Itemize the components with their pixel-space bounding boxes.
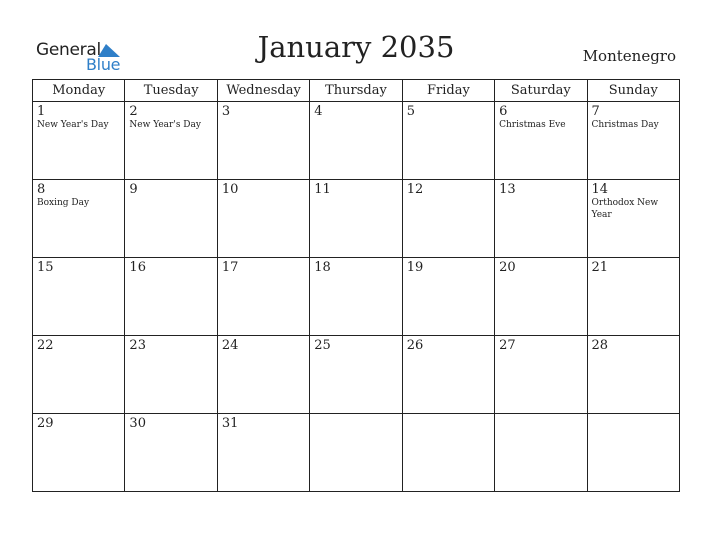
week-row	[33, 258, 680, 336]
day-number: 18	[314, 260, 331, 275]
weekday-header: Friday	[402, 80, 494, 102]
day-number: 30	[129, 416, 146, 431]
day-cell	[310, 102, 402, 180]
day-number: 20	[499, 260, 516, 275]
weekday-header: Saturday	[495, 80, 587, 102]
day-number: 6	[499, 104, 508, 119]
day-number: 29	[37, 416, 54, 431]
day-number: 23	[129, 338, 146, 353]
weekday-header: Thursday	[310, 80, 402, 102]
week-row	[33, 180, 680, 258]
day-cell	[402, 180, 494, 258]
day-cell	[402, 102, 494, 180]
holiday-label: Christmas Eve	[499, 120, 566, 130]
day-cell	[310, 180, 402, 258]
day-cell	[310, 336, 402, 414]
day-number: 3	[221, 104, 231, 119]
calendar-title: January 2035	[257, 30, 455, 64]
day-number: 22	[37, 338, 54, 353]
day-number	[310, 414, 401, 416]
day-number: 2	[129, 104, 138, 119]
day-number: 13	[499, 182, 516, 197]
day-cell	[33, 180, 125, 258]
holiday-label: New Year's Day	[129, 120, 201, 130]
day-cell	[33, 336, 125, 414]
day-cell	[587, 102, 679, 180]
week-row	[33, 336, 680, 414]
holiday-label: Orthodox New Year	[591, 198, 659, 220]
calendar-grid	[32, 79, 680, 492]
day-cell	[495, 102, 587, 180]
day-cell	[402, 258, 494, 336]
day-cell	[33, 258, 125, 336]
weekday-header: Wednesday	[217, 80, 309, 102]
day-number: 31	[221, 416, 239, 431]
day-cell	[587, 180, 679, 258]
day-cell	[402, 336, 494, 414]
week-row	[33, 414, 680, 492]
day-number	[495, 414, 586, 416]
day-number: 10	[221, 182, 239, 197]
day-cell	[217, 102, 309, 180]
day-cell	[587, 336, 679, 414]
logo-blue-text: Blue	[86, 55, 121, 74]
day-cell	[217, 336, 309, 414]
day-number: 14	[591, 182, 609, 197]
day-cell	[402, 414, 494, 492]
day-number: 24	[221, 338, 239, 353]
day-number: 19	[406, 260, 424, 275]
day-cell	[125, 180, 217, 258]
day-cell	[310, 258, 402, 336]
day-cell	[310, 414, 402, 492]
weekday-header: Sunday	[587, 80, 679, 102]
day-cell	[495, 414, 587, 492]
day-cell	[217, 180, 309, 258]
weekday-header: Tuesday	[125, 80, 217, 102]
day-cell	[33, 102, 125, 180]
day-number: 21	[591, 260, 609, 275]
country-name: Montenegro	[582, 47, 676, 65]
day-cell	[125, 258, 217, 336]
day-number: 15	[37, 260, 54, 275]
day-cell	[125, 336, 217, 414]
day-number: 28	[591, 338, 609, 353]
day-number: 7	[591, 104, 600, 119]
holiday-label: New Year's Day	[37, 120, 109, 130]
day-number: 26	[406, 338, 424, 353]
day-cell	[495, 180, 587, 258]
day-number: 1	[37, 104, 46, 119]
day-number: 5	[406, 104, 415, 119]
day-number: 12	[406, 182, 424, 197]
day-number: 9	[129, 182, 138, 197]
day-cell	[33, 414, 125, 492]
day-cell	[495, 336, 587, 414]
weekday-header: Monday	[33, 80, 125, 102]
holiday-label: Christmas Day	[591, 120, 659, 130]
day-cell	[217, 258, 309, 336]
day-number: 16	[129, 260, 146, 275]
day-cell	[495, 258, 587, 336]
day-number	[588, 414, 679, 416]
day-cell	[587, 258, 679, 336]
day-number: 27	[499, 338, 516, 353]
day-number: 25	[314, 338, 331, 353]
day-number: 11	[314, 182, 331, 197]
weekday-header-row	[33, 80, 680, 102]
day-number	[403, 414, 494, 416]
week-row	[33, 102, 680, 180]
day-cell	[125, 414, 217, 492]
day-cell	[125, 102, 217, 180]
holiday-label: Boxing Day	[37, 198, 90, 208]
day-number: 4	[314, 104, 323, 119]
day-number: 8	[37, 182, 46, 197]
day-number: 17	[221, 260, 239, 275]
logo-general-text: General	[36, 40, 101, 60]
day-cell	[587, 414, 679, 492]
day-cell	[217, 414, 309, 492]
